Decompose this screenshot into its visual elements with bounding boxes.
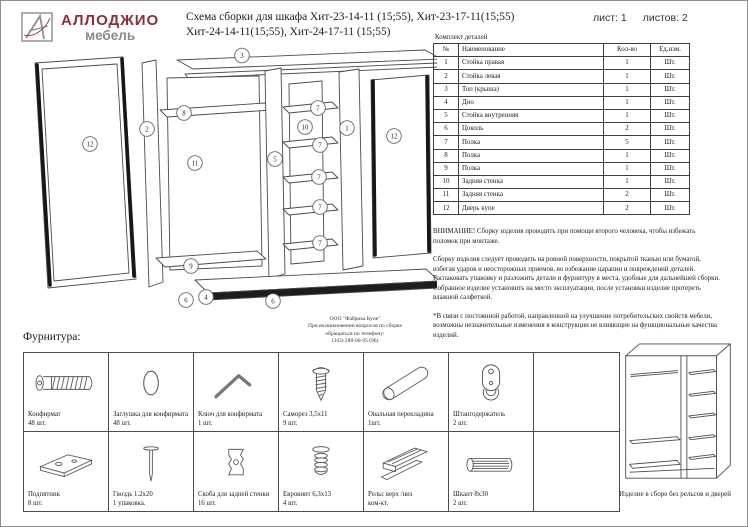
hardware-cell xyxy=(364,353,449,432)
part-name: Задняя стенка xyxy=(459,175,604,188)
assembly-note: Собранное изделие установить на место эксплуатации, после установки изделие протереть влажной салфеткой. xyxy=(433,284,701,302)
left-stand xyxy=(142,60,163,287)
col-qty: Кол-во xyxy=(604,44,651,57)
assembled-wardrobe-drawing xyxy=(617,339,739,489)
table-row xyxy=(434,136,690,149)
svg-text:4: 4 xyxy=(204,294,208,302)
hardware-name: Шкант 8х30 xyxy=(453,491,488,499)
hardware-table xyxy=(23,352,620,512)
hardware-qty: 2 шт. xyxy=(453,499,468,507)
nail-icon xyxy=(109,432,193,491)
hardware-cell xyxy=(449,432,534,511)
hardware-cell xyxy=(364,432,449,511)
brand-logo xyxy=(21,12,159,44)
title-line-1: Схема сборки для шкафа Хит-23-14-11 (15;55), Хит-23-17-11(15;55) xyxy=(186,11,515,23)
svg-text:6: 6 xyxy=(271,298,275,306)
hardware-cell xyxy=(109,353,194,432)
hardware-cell xyxy=(279,432,364,511)
table-row xyxy=(434,202,690,215)
part-name: Стойка левая xyxy=(459,70,604,83)
confirmat-screw-icon xyxy=(24,353,108,411)
part-unit: Шт. xyxy=(651,70,690,83)
part-callout xyxy=(387,129,402,144)
parts-list xyxy=(433,34,690,215)
col-num: № xyxy=(434,44,459,57)
part-callout xyxy=(140,122,155,137)
part-qty: 1 xyxy=(604,162,651,175)
hardware-qty: 2 шт. xyxy=(453,419,468,427)
hardware-qty: 1 упаковка. xyxy=(113,499,146,507)
hardware-qty: ком-кт. xyxy=(368,499,389,507)
hardware-qty: 48 шт. xyxy=(28,419,46,427)
hardware-cell xyxy=(194,432,279,511)
part-callout xyxy=(313,138,328,153)
foot-pad-icon xyxy=(24,432,108,491)
part-callout xyxy=(312,170,327,185)
part-callout xyxy=(188,156,203,171)
part-unit: Шт. xyxy=(651,189,690,202)
hardware-qty: 1шт. xyxy=(368,419,381,427)
part-qty: 1 xyxy=(604,70,651,83)
part-qty: 1 xyxy=(604,57,651,70)
hardware-section-title: Фурнитура: xyxy=(23,331,81,343)
part-qty: 5 xyxy=(604,136,651,149)
part-callout xyxy=(184,259,199,274)
svg-text:11: 11 xyxy=(191,160,199,168)
svg-text:7: 7 xyxy=(316,105,320,113)
center-stand xyxy=(265,68,285,278)
brand-text xyxy=(61,13,159,44)
part-name: Стойка внутренняя xyxy=(459,109,604,122)
svg-text:6: 6 xyxy=(184,297,188,305)
part-callout xyxy=(266,294,281,309)
svg-text:7: 7 xyxy=(318,240,322,248)
part-unit: Шт. xyxy=(651,202,690,215)
hardware-cell xyxy=(24,432,109,511)
hardware-qty: 48 шт. xyxy=(113,419,131,427)
table-row xyxy=(434,83,690,96)
svg-text:2: 2 xyxy=(145,126,149,134)
hardware-qty: 9 шт. xyxy=(283,419,298,427)
disclaimer-note: *В связи с постоянной работой, направленной на улучшение потребительских свойств мебели, возможны незначительные изменения в конструкции не влияющие на функциональные качества изделий. xyxy=(433,312,717,339)
part-qty: 2 xyxy=(604,202,651,215)
part-callout xyxy=(179,293,194,308)
svg-text:7: 7 xyxy=(318,142,322,150)
part-unit: Шт. xyxy=(651,83,690,96)
hardware-qty: 8 шт. xyxy=(28,499,43,507)
svg-text:1: 1 xyxy=(345,125,349,133)
factory-name: ООО "Фабрика Купе" xyxy=(329,316,381,322)
self-tapping-screw-icon xyxy=(279,353,363,411)
assembly-note: Сборку изделия следует проводить на ровной поверхности, покрытой тканью или бумагой, избегая ударов и неосторожных приемов, во избежание царапин и повреждений деталей. xyxy=(433,256,701,273)
part-num: 9 xyxy=(434,162,459,175)
part-qty: 1 xyxy=(604,83,651,96)
hardware-name: Подпятник xyxy=(28,491,60,499)
part-name: Полка xyxy=(459,149,604,162)
part-name: Стойка правая xyxy=(459,57,604,70)
hardware-name: Скоба для задней стенки xyxy=(198,491,270,499)
sheet-number: лист: 1 xyxy=(593,12,627,24)
part-callout xyxy=(268,152,283,167)
col-name: Наименование xyxy=(459,44,604,57)
part-callout xyxy=(83,137,98,152)
svg-text:12: 12 xyxy=(86,141,94,149)
euro-screw-icon xyxy=(279,432,363,491)
cap-icon xyxy=(109,353,193,411)
part-unit: Шт. xyxy=(651,175,690,188)
svg-text:12: 12 xyxy=(390,133,398,141)
part-callout xyxy=(340,121,355,136)
hardware-name: Гвоздь 1.2х20 xyxy=(113,491,153,499)
part-name: Дно xyxy=(459,96,604,109)
part-name: Задняя стенка xyxy=(459,189,604,202)
part-name: Топ (крыша) xyxy=(459,83,604,96)
factory-phone: (343) 288-00-95 (96) xyxy=(331,337,379,344)
part-num: 12 xyxy=(434,202,459,215)
part-callout xyxy=(199,290,214,305)
brand-logo-icon xyxy=(21,12,54,43)
hardware-name: Штангодержатель xyxy=(453,411,506,419)
title-line-2: Хит-24-14-11(15;55), Хит-24-17-11 (15;55) xyxy=(186,26,391,39)
part-num: 6 xyxy=(434,123,459,136)
part-unit: Шт. xyxy=(651,57,690,70)
hardware-name: Овальная перекладина xyxy=(368,411,434,419)
part-callout xyxy=(311,101,326,116)
hardware-name: Конфирмат xyxy=(28,411,61,419)
hardware-cell xyxy=(109,432,194,511)
hardware-cell xyxy=(194,353,279,432)
part-name: Полка xyxy=(459,136,604,149)
part-unit: Шт. xyxy=(651,123,690,136)
hardware-name: Ключ для конфирмата xyxy=(198,411,263,419)
part-qty: 1 xyxy=(604,175,651,188)
hardware-qty: 16 шт. xyxy=(198,499,216,507)
table-row xyxy=(434,57,690,70)
part-callout xyxy=(313,200,328,215)
attention-note: ВНИМАНИЕ! Сборку изделия проводить при помощи второго человека, чтобы избежать поломок при монтаже. xyxy=(433,228,696,245)
part-callout xyxy=(313,236,328,251)
col-unit: Ед.изм. xyxy=(651,44,690,57)
svg-text:7: 7 xyxy=(317,174,321,182)
part-callout xyxy=(235,48,250,63)
brand-subtitle: мебель xyxy=(85,28,136,44)
hardware-name: Саморез 3,5х11 xyxy=(283,411,328,419)
part-num: 8 xyxy=(434,149,459,162)
table-row xyxy=(434,149,690,162)
svg-text:9: 9 xyxy=(189,263,193,271)
part-callout xyxy=(177,106,192,121)
part-num: 3 xyxy=(434,83,459,96)
right-stand xyxy=(339,69,363,270)
rail-profile-icon xyxy=(364,432,448,491)
part-callout xyxy=(298,120,313,135)
back-wall-bracket-icon xyxy=(194,432,278,491)
part-qty: 1 xyxy=(604,149,651,162)
hardware-qty: 1 шт. xyxy=(198,419,213,427)
parts-table-header xyxy=(434,44,690,57)
dowel-icon xyxy=(449,432,533,491)
svg-text:5: 5 xyxy=(273,156,277,164)
sheets-total: листов: 2 xyxy=(642,12,688,24)
table-row xyxy=(434,162,690,175)
hardware-name: Евровинт 6,3х13 xyxy=(283,491,332,499)
svg-text:7: 7 xyxy=(318,204,322,212)
part-num: 1 xyxy=(434,57,459,70)
factory-contact-note xyxy=(297,316,413,345)
part-unit: Шт. xyxy=(651,149,690,162)
hardware-name: Рельс верх /низ xyxy=(368,491,413,499)
assembly-notices xyxy=(433,227,721,340)
brand-name: АЛЛОДЖИО xyxy=(61,12,160,29)
table-row xyxy=(434,70,690,83)
assembled-caption: Изделие в сборе без рельсов и дверей xyxy=(618,490,732,498)
hardware-cell-empty xyxy=(534,432,619,511)
assembly-note: Распаковать упаковку и разложить детали и фурнитуру в места, удобные для дальнейшей сборки. xyxy=(433,275,720,283)
part-num: 7 xyxy=(434,136,459,149)
part-name: Полка xyxy=(459,162,604,175)
part-name: Цоколь xyxy=(459,123,604,136)
table-row xyxy=(434,175,690,188)
hardware-cell xyxy=(24,353,109,432)
part-unit: Шт. xyxy=(651,109,690,122)
part-num: 4 xyxy=(434,96,459,109)
part-num: 11 xyxy=(434,189,459,202)
part-qty: 2 xyxy=(604,123,651,136)
table-row xyxy=(434,123,690,136)
cabinet-top xyxy=(626,344,731,356)
table-row xyxy=(434,109,690,122)
part-name: Дверь купе xyxy=(459,202,604,215)
hardware-cell xyxy=(449,353,534,432)
parts-list-title: Комплект деталей xyxy=(435,34,488,41)
hardware-cell-empty xyxy=(534,353,619,432)
part-num: 10 xyxy=(434,175,459,188)
right-door xyxy=(371,75,431,258)
left-door xyxy=(35,57,136,288)
oval-rail-icon xyxy=(364,353,448,411)
part-num: 5 xyxy=(434,109,459,122)
hex-key-icon xyxy=(194,353,278,411)
parts-table xyxy=(433,43,690,215)
table-row xyxy=(434,189,690,202)
part-qty: 1 xyxy=(604,109,651,122)
right-door-frame-edge xyxy=(373,81,375,255)
part-qty: 2 xyxy=(604,189,651,202)
part-unit: Шт. xyxy=(651,162,690,175)
svg-text:10: 10 xyxy=(301,124,309,132)
svg-text:8: 8 xyxy=(182,110,186,118)
sheet-info xyxy=(593,12,688,24)
part-num: 2 xyxy=(434,70,459,83)
cabinet-side xyxy=(716,344,730,478)
exploded-assembly-diagram xyxy=(19,47,437,334)
part-unit: Шт. xyxy=(651,136,690,149)
rod-holder-icon xyxy=(449,353,533,411)
factory-note-line: обращаться по телефону: xyxy=(325,330,385,337)
right-door-frame-edge xyxy=(427,77,429,251)
part-unit: Шт. xyxy=(651,96,690,109)
table-row xyxy=(434,96,690,109)
part-qty: 1 xyxy=(604,96,651,109)
hardware-cell xyxy=(279,353,364,432)
svg-text:3: 3 xyxy=(240,52,244,60)
hardware-name: Заглушка для конфирмата xyxy=(113,411,188,419)
hardware-qty: 4 шт. xyxy=(283,499,298,507)
factory-note-line: При возникновении вопросов по сборке xyxy=(308,323,402,330)
